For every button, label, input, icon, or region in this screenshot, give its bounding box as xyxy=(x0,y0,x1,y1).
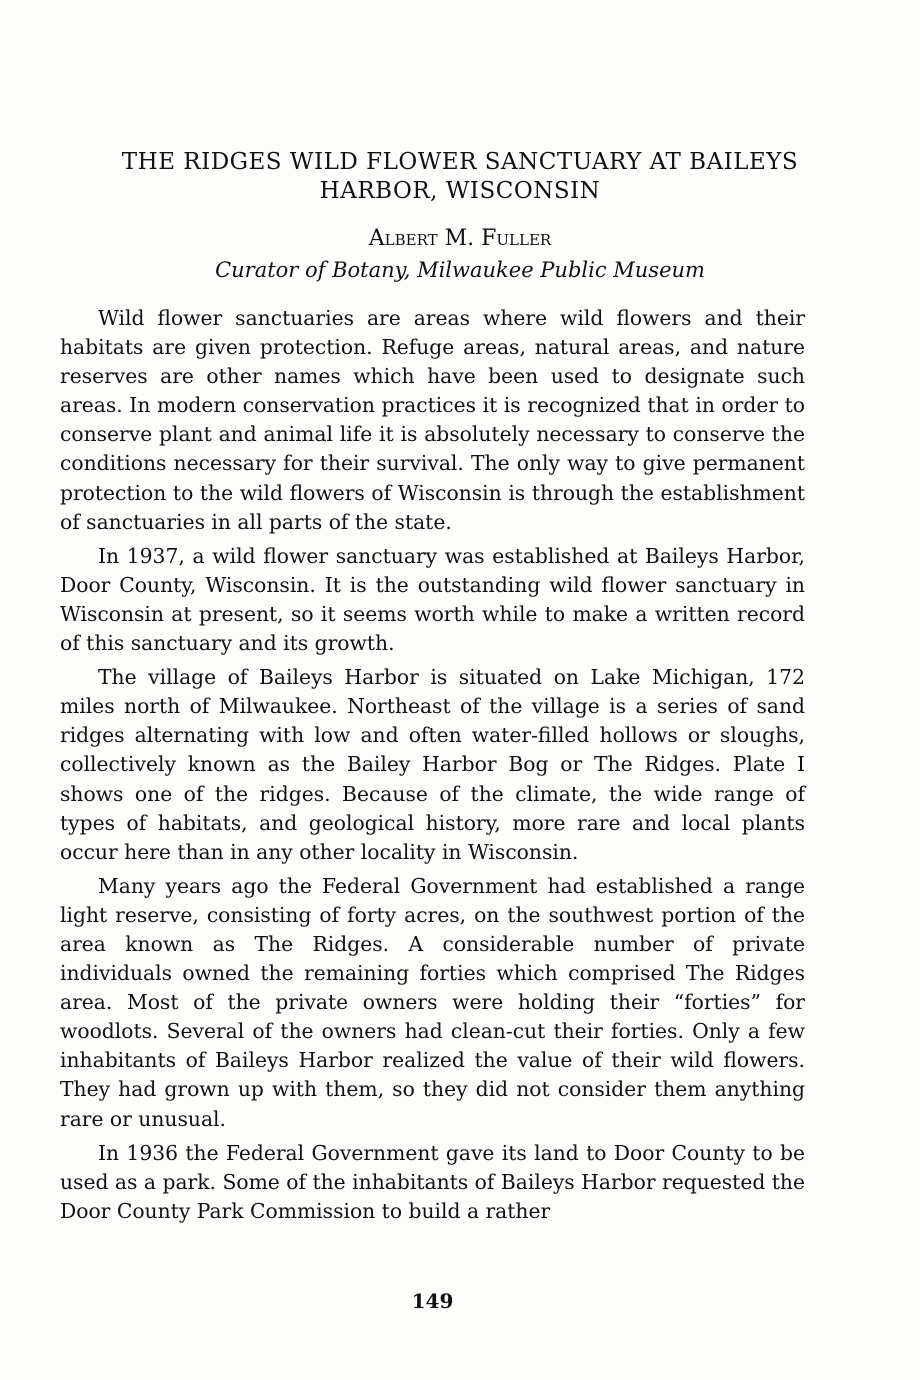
body-paragraph-5: In 1936 the Federal Government gave its land to Door County to be used as a park. Some of the inhabitants of Baileys Harbor requested the Door County Park Commission to build a rather xyxy=(60,1140,805,1223)
body-paragraph-2: In 1937, a wild flower sanctuary was established at Baileys Harbor, Door County, Wisconsin. It is the outstanding wild flower sanctuary in Wisconsin at present, so it seems worth while to make a written record of this sanctuary and its growth. xyxy=(60,543,805,656)
article-title: THE RIDGES WILD FLOWER SANCTUARY AT BAILEYS HARBOR, WISCONSIN xyxy=(121,149,799,204)
page-number: 149 xyxy=(411,1289,454,1313)
article-author: Albert M. Fuller xyxy=(368,226,552,251)
author-affiliation: Curator of Botany, Milwaukee Public Museum xyxy=(215,258,705,282)
body-paragraph-4: Many years ago the Federal Government had established a range light reserve, consisting of forty acres, on the southwest portion of the area known as The Ridges. A considerable number of private individuals owned the remaining forties which comprised The Ridges area. Most of the private owners were holding their “forties” for woodlots. Several of the owners had clean-cut their forties. Only a few inhabitants of Baileys Harbor realized the value of their wild flowers. They had grown up with them, so they did not consider them anything rare or unusual. xyxy=(60,873,805,1131)
body-paragraph-1: Wild flower sanctuaries are areas where wild flowers and their habitats are given protection. Refuge areas, natural areas, and nature reserves are other names which have been used to designate such areas. In modern conservation practices it is recognized that in order to conserve plant and animal life it is absolutely necessary to conserve the conditions necessary for their survival. The only way to give permanent protection to the wild flowers of Wisconsin is through the establishment of sanctuaries in all parts of the state. xyxy=(60,306,805,534)
article-body xyxy=(60,304,805,1231)
body-paragraph-3: The village of Baileys Harbor is situated on Lake Michigan, 172 miles north of Milwaukee. Northeast of the village is a series of sand ridges alternating with low and often water-filled hollows or sloughs, collectively known as the Bailey Harbor Bog or The Ridges. Plate I shows one of the ridges. Because of the climate, the wide range of types of habitats, and geological history, more rare and local plants occur here than in any other locality in Wisconsin. xyxy=(60,665,805,864)
